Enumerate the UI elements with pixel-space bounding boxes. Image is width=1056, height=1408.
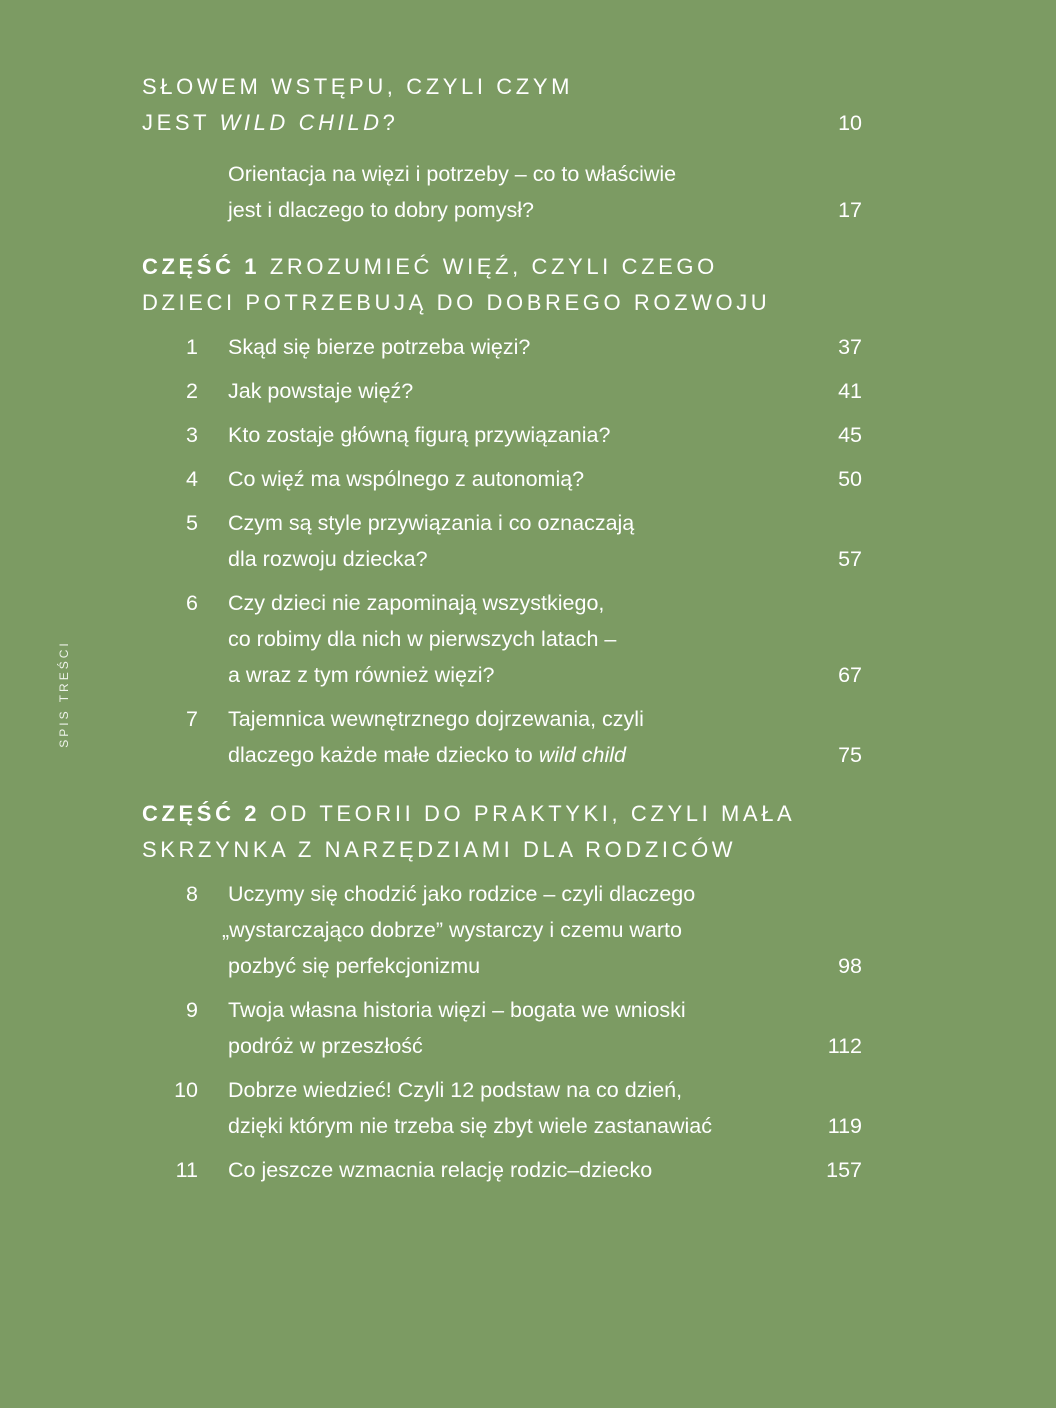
part2-label: CZĘŚĆ 2 [142, 801, 261, 826]
chapter-title: Co więź ma wspólnego z autonomią? [228, 467, 585, 491]
chapter-number: 11 [175, 1158, 198, 1182]
chapter-title: Tajemnica wewnętrznego dojrzewania, czyli [228, 707, 644, 731]
chapter-page: 57 [838, 547, 862, 571]
chapter-page: 119 [827, 1114, 862, 1138]
intro-heading-line1: SŁOWEM WSTĘPU, CZYLI CZYM [142, 74, 574, 99]
part2-title-line1: OD TEORII DO PRAKTYKI, CZYLI MAŁA [269, 801, 796, 826]
chapter-title: Jak powstaje więź? [228, 379, 414, 403]
chapter-title-cont: dzięki którym nie trzeba się zbyt wiele zastanawiać [228, 1114, 712, 1138]
chapter-page: 45 [838, 423, 862, 447]
chapter-title-cont [228, 737, 626, 773]
chapter-number: 10 [174, 1078, 198, 1102]
chapter-title-italic: wild child [538, 743, 626, 767]
chapter-page: 37 [838, 335, 862, 359]
chapter-number: 4 [186, 467, 198, 491]
chapter-title: Skąd się bierze potrzeba więzi? [228, 335, 531, 359]
chapter-page: 50 [838, 467, 862, 491]
chapter-number: 6 [186, 591, 198, 615]
chapter-title-cont: dla rozwoju dziecka? [228, 547, 428, 571]
chapter-page: 75 [838, 743, 862, 767]
chapter-title: Twoja własna historia więzi – bogata we wnioski [228, 998, 686, 1022]
intro-heading-line2 [142, 105, 398, 141]
chapter-number: 9 [186, 998, 198, 1022]
chapter-number: 5 [186, 511, 198, 535]
chapter-number: 2 [186, 379, 198, 403]
chapter-page: 157 [826, 1158, 862, 1182]
chapter-title: Kto zostaje główną figurą przywiązania? [228, 423, 611, 447]
chapter-number: 8 [186, 882, 198, 906]
chapter-number: 1 [186, 335, 198, 359]
intro-heading-suffix: ? [382, 110, 399, 135]
chapter-title: Czy dzieci nie zapominają wszystkiego, [228, 591, 605, 615]
chapter-title-cont: pozbyć się perfekcjonizmu [228, 954, 481, 978]
chapter-page: 67 [838, 663, 862, 687]
chapter-page: 98 [838, 954, 862, 978]
part1-heading-line1 [142, 249, 718, 285]
chapter-title-cont: podróż w przeszłość [228, 1034, 423, 1058]
intro-heading-prefix: JEST [142, 110, 220, 135]
part1-title-line2: DZIECI POTRZEBUJĄ DO DOBREGO ROZWOJU [142, 290, 771, 315]
intro-page: 10 [838, 111, 862, 135]
chapter-page: 112 [827, 1034, 862, 1058]
intro-heading-italic: WILD CHILD [219, 110, 383, 135]
chapter-title: Uczymy się chodzić jako rodzice – czyli dlaczego [228, 882, 696, 906]
chapter-title: Dobrze wiedzieć! Czyli 12 podstaw na co dzień, [228, 1078, 683, 1102]
chapter-number: 3 [186, 423, 198, 447]
chapter-title: Co jeszcze wzmacnia relację rodzic–dziecko [228, 1158, 653, 1182]
chapter-title: Czym są style przywiązania i co oznaczają [228, 511, 635, 535]
part2-heading-line1 [142, 796, 795, 832]
chapter-number: 7 [186, 707, 198, 731]
chapter-title-cont: a wraz z tym również więzi? [228, 663, 495, 687]
side-label: SPIS TREŚCI [57, 640, 71, 748]
chapter-title-prefix: dlaczego każde małe dziecko to [228, 743, 539, 767]
part1-title-line1: ZROZUMIEĆ WIĘŹ, CZYLI CZEGO [269, 254, 718, 279]
intro-sub-line2: jest i dlaczego to dobry pomysł? [228, 198, 534, 222]
chapter-title-cont: co robimy dla nich w pierwszych latach – [228, 627, 617, 651]
intro-sub-line1: Orientacja na więzi i potrzeby – co to właściwie [228, 162, 677, 186]
chapter-page: 41 [838, 379, 862, 403]
part2-title-line2: SKRZYNKA Z NARZĘDZIAMI DLA RODZICÓW [142, 837, 737, 862]
part1-label: CZĘŚĆ 1 [142, 254, 261, 279]
intro-sub-page: 17 [838, 198, 862, 222]
chapter-title-cont: „wystarczająco dobrze” wystarczy i czemu warto [222, 918, 682, 942]
